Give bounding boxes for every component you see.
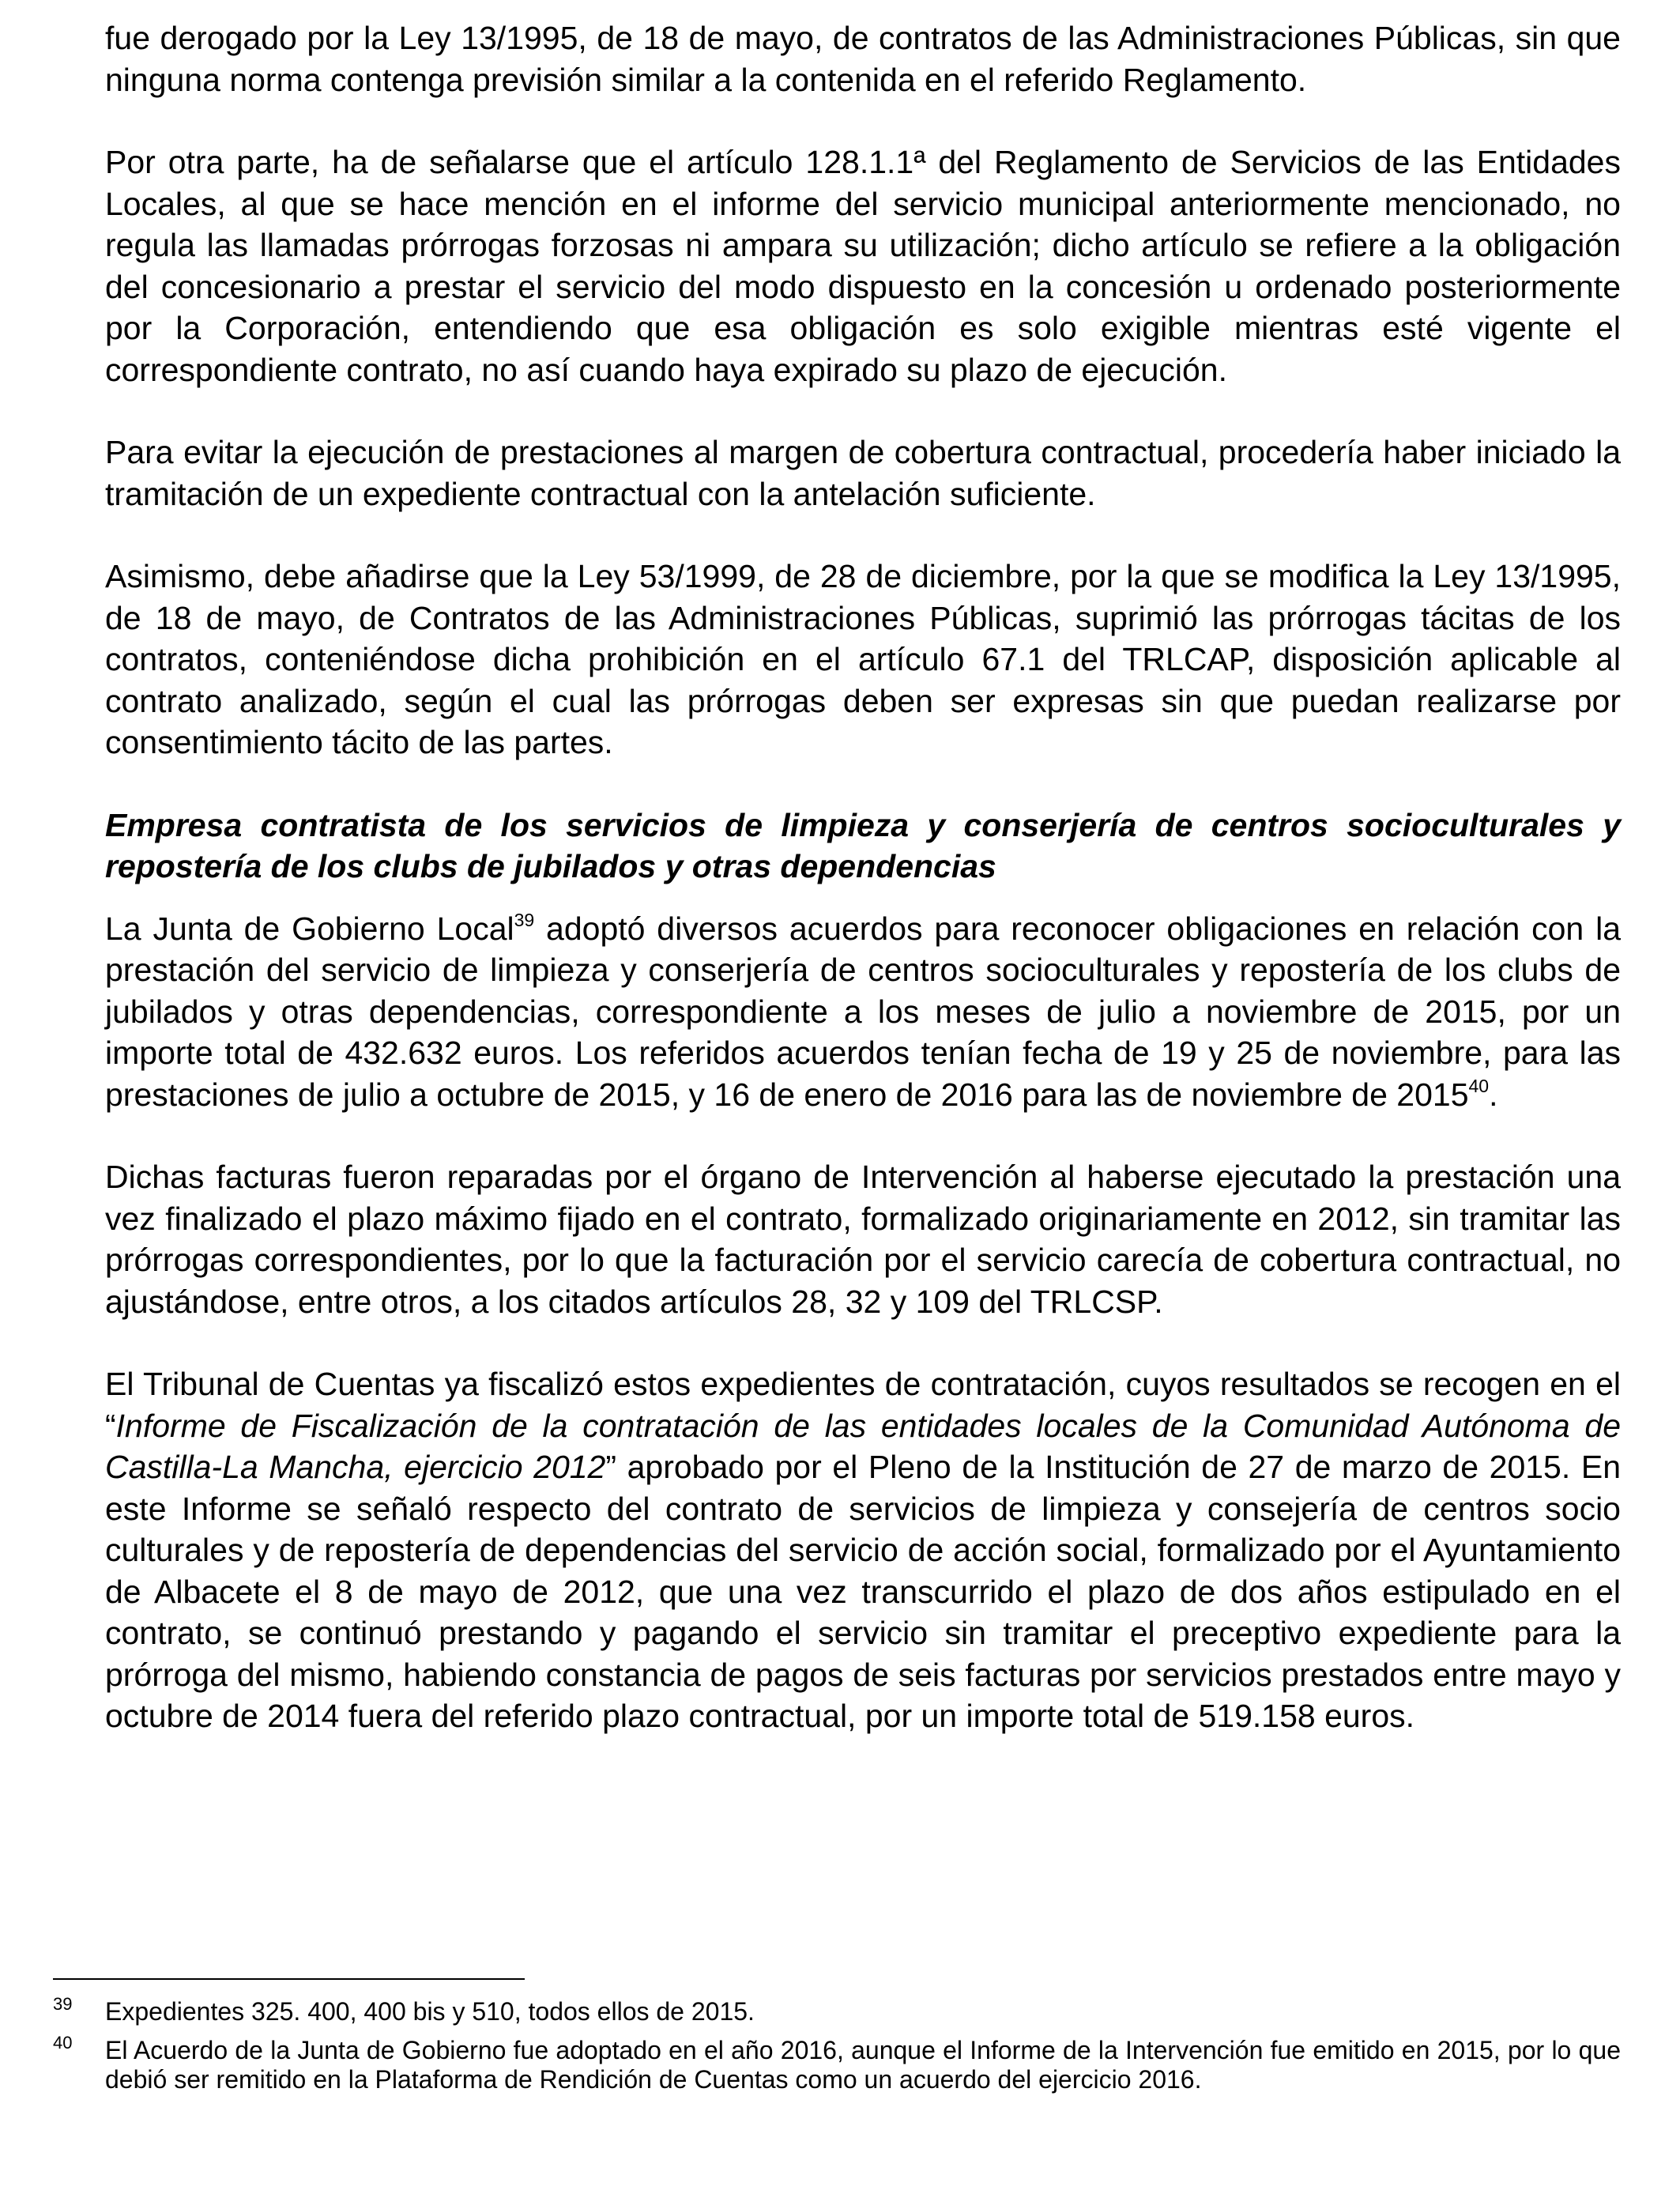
paragraph <box>105 1363 1621 1737</box>
footnote-reference[interactable]: 40 <box>1468 1075 1490 1096</box>
paragraph: Dichas facturas fueron reparadas por el órgano de Intervención al haberse ejecutado la prestación una vez finalizado el plazo máximo fijado en el contrato, formalizado originariamente en 2012, sin tramitar las prórrogas correspondientes, por lo que la facturación por el servicio carecía de cobertura contractual, no ajustándose, entre otros, a los citados artículos 28, 32 y 109 del TRLCSP. <box>105 1159 1621 1320</box>
paragraph: Por otra parte, ha de señalarse que el artículo 128.1.1ª del Reglamento de Servicios de las Entidades Locales, al que se hace mención en el informe del servicio municipal anteriormente mencionado, no regula las llamadas prórrogas forzosas ni ampara su utilización; dicho artículo se refiere a la obligación del concesionario a prestar el servicio del modo dispuesto en la concesión u ordenado posteriormente por la Corporación, entendiendo que esa obligación es solo exigible mientras esté vigente el correspondiente contrato, no así cuando haya expirado su plazo de ejecución. <box>105 144 1621 388</box>
paragraph-text: ” aprobado por el Pleno de la Institución de 27 de marzo de 2015. En este Informe se señaló respecto del contrato de servicios de limpieza y consejería de centros socio culturales y de repostería de dependencias del servicio de acción social, formalizado por el Ayuntamiento de Albacete el 8 de mayo de 2012, que una vez transcurrido el plazo de dos años estipulado en el contrato, se continuó prestando y pagando el servicio sin tramitar el preceptivo expediente para la prórroga del mismo, habiendo constancia de pagos de seis facturas por servicios prestados entre mayo y octubre de 2014 fuera del referido plazo contractual, por un importe total de 519.158 euros. <box>105 1449 1621 1734</box>
body-text <box>105 17 1621 1778</box>
paragraph-text: La Junta de Gobierno Local <box>105 910 514 947</box>
paragraph-text: El Tribunal de Cuentas ya fiscalizó estos expedientes de contratación, cuyos resultados se recogen en el “ <box>105 1366 1621 1444</box>
report-title: Informe de Fiscalización de la contratación de las entidades locales de la Comunidad Autónoma de Castilla-La Mancha, ejercicio 2012 <box>105 1407 1621 1485</box>
section-heading: Empresa contratista de los servicios de limpieza y conserjería de centros socioculturales y repostería de los clubs de jubilados y otras dependencias <box>105 806 1621 884</box>
paragraph-text: . <box>1489 1076 1498 1113</box>
paragraph: Asimismo, debe añadirse que la Ley 53/1999, de 28 de diciembre, por la que se modifica la Ley 13/1995, de 18 de mayo, de Contratos de las Administraciones Públicas, suprimió las prórrogas tácitas de los contratos, conteniéndose dicha prohibición en el artículo 67.1 del TRLCAP, disposición aplicable al contrato analizado, según el cual las prórrogas deben ser expresas sin que puedan realizarse por consentimiento tácito de las partes. <box>105 558 1621 760</box>
footnote-reference[interactable]: 39 <box>514 909 535 930</box>
paragraph-text: adoptó diversos acuerdos para reconocer obligaciones en relación con la prestación del servicio de limpieza y conserjería de centros socioculturales y repostería de los clubs de jubilados y otras dependencias, correspondiente a los meses de julio a noviembre de 2015, por un importe total de 432.632 euros. Los referidos acuerdos tenían fecha de 19 y 25 de noviembre, para las prestaciones de julio a octubre de 2015, y 16 de enero de 2016 para las de noviembre de 2015 <box>105 910 1621 1113</box>
footnote-number: 39 <box>53 1994 73 2014</box>
paragraph: Para evitar la ejecución de prestaciones al margen de cobertura contractual, procedería haber iniciado la tramitación de un expediente contractual con la antelación suficiente. <box>105 434 1621 512</box>
footnotes <box>53 1994 1621 2104</box>
footnote-number: 40 <box>53 2033 73 2053</box>
paragraph: fue derogado por la Ley 13/1995, de 18 de mayo, de contratos de las Administraciones Públicas, sin que ninguna norma contenga previsión similar a la contenida en el referido Reglamento. <box>105 20 1621 98</box>
footnote <box>53 2033 1621 2094</box>
footnote-text: El Acuerdo de la Junta de Gobierno fue adoptado en el año 2016, aunque el Informe de la Intervención fue emitido en 2015, por lo que debió ser remitido en la Plataforma de Rendición de Cuentas como un acuerdo del ejercicio 2016. <box>105 2036 1621 2094</box>
footnote <box>53 1994 1621 2026</box>
footnote-divider <box>53 1978 525 1980</box>
footnote-text: Expedientes 325. 400, 400 bis y 510, todos ellos de 2015. <box>105 1997 755 2026</box>
paragraph <box>105 908 1621 1116</box>
